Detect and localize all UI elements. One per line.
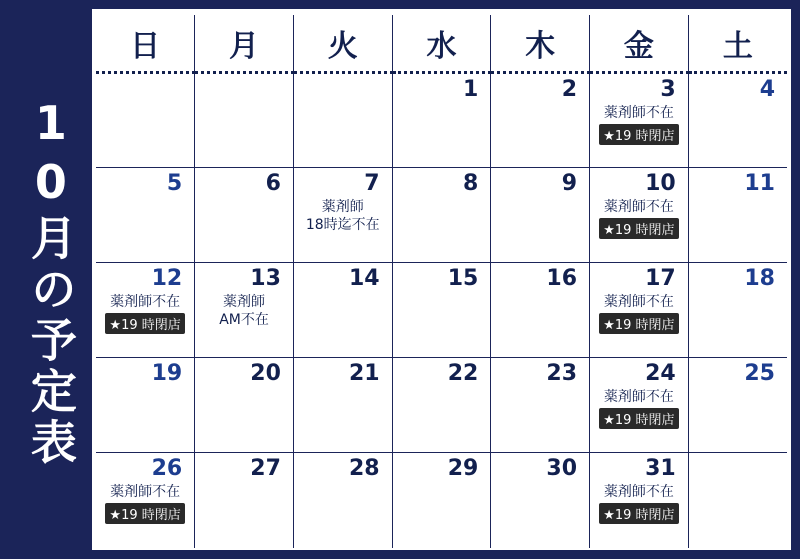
closing-time-badge-wrap: [101, 501, 189, 524]
day-number: 18: [744, 266, 775, 291]
calendar-week-row: [96, 453, 787, 548]
weekday-header-mon: 月: [195, 15, 294, 73]
day-notes: [294, 196, 392, 234]
month-title: 10月の予定表: [23, 96, 78, 469]
day-note-line: 薬剤師不在: [110, 294, 181, 311]
day-notes: [590, 386, 688, 429]
day-number: 2: [561, 77, 578, 102]
day-note-line: 薬剤師不在: [603, 484, 674, 501]
calendar-day-cell[interactable]: [491, 168, 590, 263]
calendar-day-cell[interactable]: [293, 358, 392, 453]
day-notes: [96, 291, 194, 334]
day-note-line: 18時迄不在: [305, 217, 380, 234]
calendar-day-cell[interactable]: [491, 358, 590, 453]
calendar-day-cell[interactable]: [195, 453, 294, 548]
day-number: 20: [250, 361, 281, 386]
day-number: 19: [151, 361, 183, 386]
day-number: 29: [447, 456, 479, 481]
calendar-day-cell[interactable]: [195, 358, 294, 453]
day-number: 28: [348, 456, 380, 481]
calendar-day-cell[interactable]: [688, 168, 787, 263]
closing-time-badge-wrap: [595, 122, 683, 145]
day-number: 13: [250, 266, 281, 291]
day-number: 3: [660, 77, 676, 102]
day-note-line: AM不在: [219, 312, 269, 329]
calendar-day-cell[interactable]: [293, 263, 392, 358]
weekday-header-fri: 金: [590, 15, 689, 73]
day-notes: [195, 291, 293, 329]
calendar-week-row: [96, 358, 787, 453]
empty-day-filler: [689, 453, 787, 548]
calendar-day-cell[interactable]: [590, 73, 689, 168]
calendar-day-cell[interactable]: [590, 453, 689, 548]
calendar-day-cell[interactable]: [392, 263, 491, 358]
day-number: 5: [166, 171, 183, 196]
day-note-line: 薬剤師: [321, 199, 364, 216]
day-number: 31: [645, 456, 676, 481]
weekday-header-thu: 木: [491, 15, 590, 73]
empty-day-filler: [195, 74, 293, 167]
calendar-day-cell[interactable]: [392, 358, 491, 453]
day-number: 10: [645, 171, 676, 196]
calendar-day-cell[interactable]: [688, 358, 787, 453]
weekday-header-tue: 火: [293, 15, 392, 73]
day-number: 9: [561, 171, 578, 196]
calendar-day-cell[interactable]: [688, 73, 787, 168]
day-notes: [590, 481, 688, 524]
day-number: 22: [447, 361, 479, 386]
day-number: 21: [348, 361, 380, 386]
calendar-day-cell[interactable]: [96, 263, 195, 358]
day-number: 24: [645, 361, 676, 386]
day-number: 15: [447, 266, 479, 291]
calendar-empty-cell: [688, 453, 787, 548]
day-notes: [590, 196, 688, 239]
day-note-line: 薬剤師不在: [110, 484, 181, 501]
closing-time-badge-wrap: [595, 501, 683, 524]
calendar-day-cell[interactable]: [293, 168, 392, 263]
day-number: 4: [759, 77, 775, 102]
closing-time-badge-wrap: [595, 406, 683, 429]
day-note-line: 薬剤師: [223, 294, 266, 311]
day-number: 1: [463, 77, 479, 102]
closing-time-badge: ★19 時閉店: [599, 124, 678, 145]
calendar-day-cell[interactable]: [195, 263, 294, 358]
calendar-day-cell[interactable]: [96, 358, 195, 453]
calendar-table: [96, 15, 787, 548]
calendar-day-cell[interactable]: [491, 73, 590, 168]
closing-time-badge-wrap: [101, 311, 189, 334]
calendar-day-cell[interactable]: [96, 453, 195, 548]
day-number: 16: [546, 266, 578, 291]
calendar-day-cell[interactable]: [491, 263, 590, 358]
day-number: 11: [744, 171, 775, 196]
closing-time-badge: ★19 時閉店: [599, 503, 678, 524]
calendar-empty-cell: [195, 73, 294, 168]
calendar-day-cell[interactable]: [96, 168, 195, 263]
closing-time-badge: ★19 時閉店: [599, 408, 678, 429]
closing-time-badge: ★19 時閉店: [599, 218, 678, 239]
day-number: 30: [546, 456, 578, 481]
day-number: 6: [265, 171, 281, 196]
calendar-day-cell[interactable]: [293, 453, 392, 548]
day-notes: [590, 102, 688, 145]
weekday-header-sun: 日: [96, 15, 195, 73]
calendar-empty-cell: [96, 73, 195, 168]
empty-day-filler: [294, 74, 392, 167]
closing-time-badge: ★19 時閉店: [599, 313, 678, 334]
calendar-week-row: [96, 168, 787, 263]
day-note-line: 薬剤師不在: [603, 294, 674, 311]
calendar-day-cell[interactable]: [491, 453, 590, 548]
calendar-day-cell[interactable]: [590, 358, 689, 453]
day-note-line: 薬剤師不在: [603, 105, 674, 122]
calendar-day-cell[interactable]: [688, 263, 787, 358]
empty-day-filler: [96, 74, 194, 167]
day-number: 25: [744, 361, 775, 386]
calendar-area: [92, 9, 791, 550]
day-number: 7: [364, 171, 380, 196]
calendar-body: [96, 73, 787, 548]
day-number: 8: [463, 171, 479, 196]
closing-time-badge-wrap: [595, 216, 683, 239]
day-note-line: 薬剤師不在: [603, 199, 674, 216]
calendar-week-row: [96, 73, 787, 168]
day-number: 27: [250, 456, 281, 481]
day-number: 17: [645, 266, 676, 291]
day-note-line: 薬剤師不在: [603, 389, 674, 406]
calendar-day-cell[interactable]: [590, 263, 689, 358]
day-number: 14: [348, 266, 380, 291]
calendar-day-cell[interactable]: [590, 168, 689, 263]
calendar-day-cell[interactable]: [195, 168, 294, 263]
day-notes: [96, 481, 194, 524]
day-number: 12: [151, 266, 183, 291]
closing-time-badge-wrap: [595, 311, 683, 334]
calendar-empty-cell: [293, 73, 392, 168]
day-number: 23: [546, 361, 578, 386]
sidebar-title-band: [9, 9, 92, 550]
weekday-header-wed: 水: [392, 15, 491, 73]
calendar-day-cell[interactable]: [392, 73, 491, 168]
weekday-header-sat: 土: [688, 15, 787, 73]
closing-time-badge: ★19 時閉店: [105, 503, 184, 524]
closing-time-badge: ★19 時閉店: [105, 313, 184, 334]
calendar-day-cell[interactable]: [392, 453, 491, 548]
calendar-week-row: [96, 263, 787, 358]
day-number: 26: [151, 456, 183, 481]
calendar-day-cell[interactable]: [392, 168, 491, 263]
day-notes: [590, 291, 688, 334]
calendar-header-row: [96, 15, 787, 73]
